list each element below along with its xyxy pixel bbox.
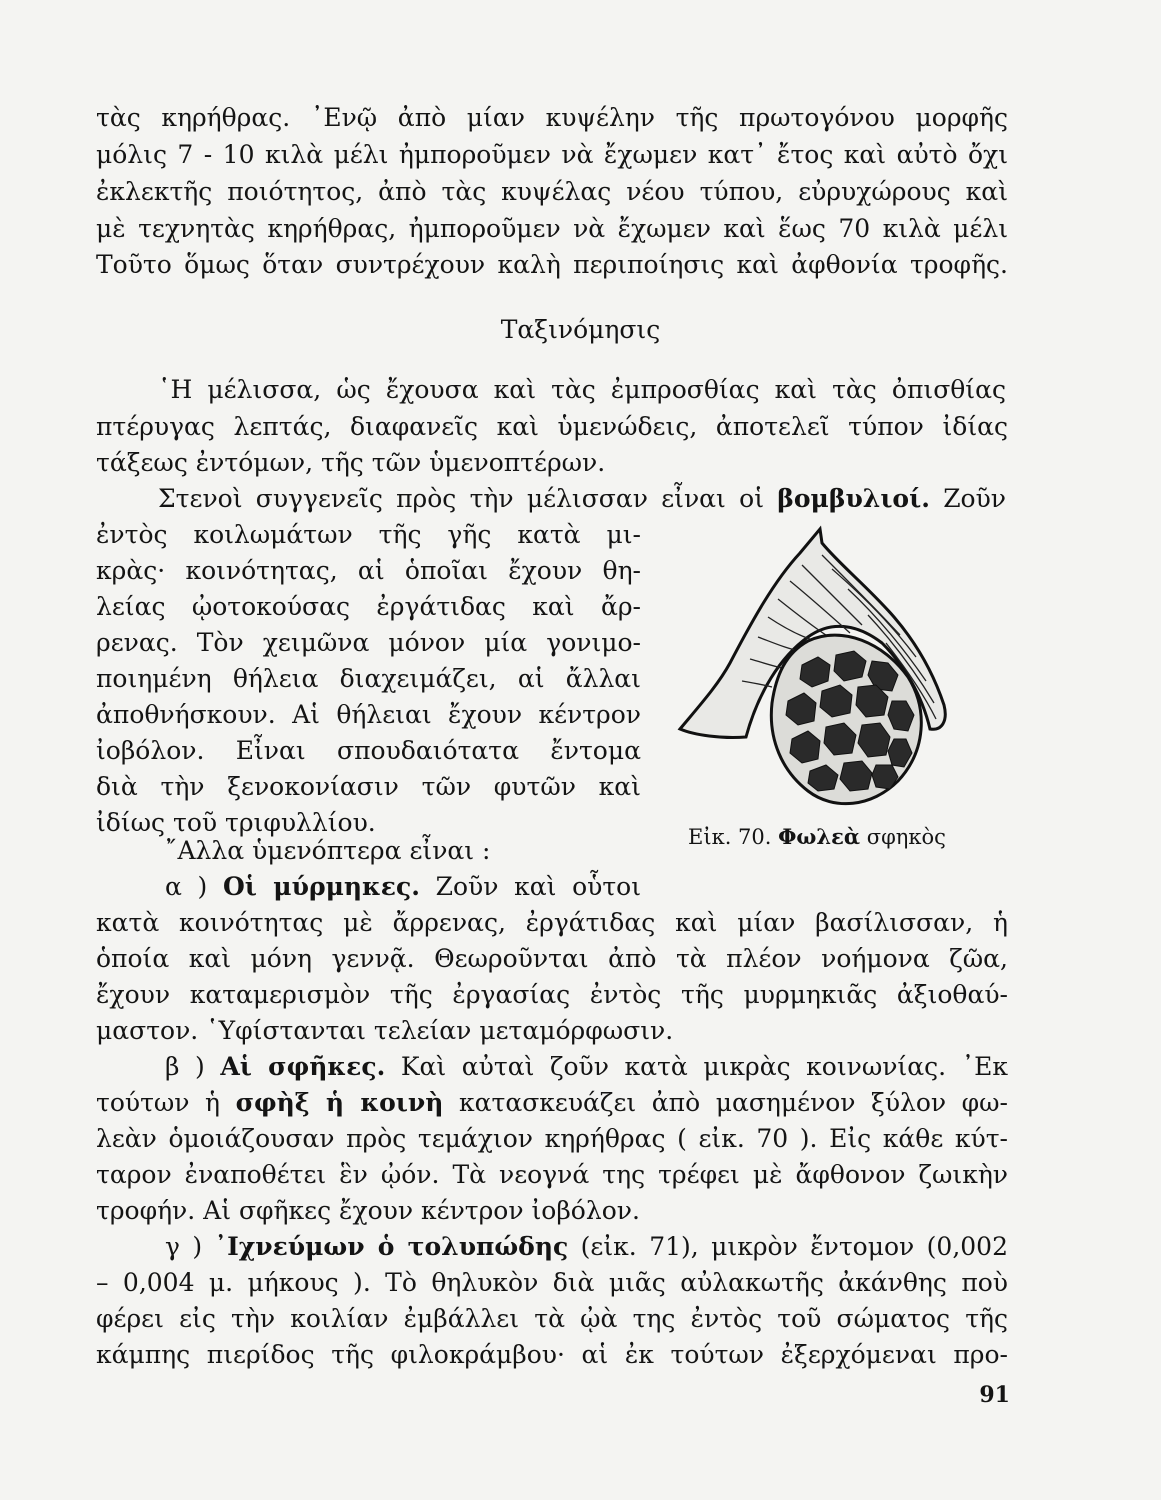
- page-number: 91: [979, 1382, 1010, 1408]
- section-heading: Ταξινόμησις: [500, 315, 661, 344]
- text-line: ἰοβόλον. Εἶναι σπουδαιότατα ἔντομα: [96, 736, 641, 765]
- text-line: τροφήν. Αἱ σφῆκες ἔχουν κέντρον ἰοβόλον.: [96, 1196, 640, 1225]
- text-line: φέρει εἰς τὴν κοιλίαν ἐμβάλλει τὰ ᾠὰ της ἐντὸς τοῦ σώματος τῆς: [96, 1304, 1008, 1333]
- text-span: Στενοὶ συγγενεῖς πρὸς τὴν μέλισσαν εἶναι οἱ: [158, 484, 778, 513]
- text-line: κάμπης πιερίδος τῆς φιλοκράμβου· αἱ ἐκ τούτων ἐξερχόμεναι προ-: [96, 1340, 1008, 1369]
- text-line: ποιημένη θήλεια διαχειμάζει, αἱ ἄλλαι: [96, 664, 641, 693]
- list-label: β ): [165, 1052, 205, 1081]
- text-line: ὁποία καὶ μόνη γεννᾷ. Θεωροῦνται ἀπὸ τὰ πλέον νοήμονα ζῶα,: [96, 944, 1008, 973]
- text-line: ἐκλεκτῆς ποιότητος, ἀπὸ τὰς κυψέλας νέου τύπου, εὐρυχώρους καὶ: [96, 177, 1008, 206]
- text-line: – 0,004 μ. μήκους ). Τὸ θηλυκὸν διὰ μιᾶς αὐλακωτῆς ἀκάνθης ποὺ: [96, 1268, 1008, 1297]
- term-bold: ᾿Ιχνεύμων ὁ τολυπώδης: [214, 1232, 569, 1261]
- text-line: πτέρυγας λεπτάς, διαφανεῖς καὶ ὑμενώδεις, ἀποτελεῖ τύπον ἰδίας: [96, 412, 1008, 441]
- text-line: λεὰν ὁμοιάζουσαν πρὸς τεμάχιον κηρήθρας ( εἰκ. 70 ). Εἰς κάθε κύτ-: [96, 1124, 1008, 1153]
- text-span: Ζοῦν: [929, 484, 1007, 513]
- wasp-nest-drawing: [672, 525, 972, 815]
- term-bold: βομβυλιοί.: [777, 484, 930, 513]
- text-line: τάξεως ἐντόμων, τῆς τῶν ὑμενοπτέρων.: [96, 448, 606, 477]
- text-line: διὰ τὴν ξενοκονίασιν τῶν φυτῶν καὶ: [96, 772, 641, 801]
- wasp-nest-illustration: [672, 525, 972, 815]
- term-bold: Αἱ σφῆκες.: [220, 1052, 386, 1081]
- text-line: [158, 481, 1006, 517]
- text-line: ἐντὸς κοιλωμάτων τῆς γῆς κατὰ μι-: [96, 520, 641, 549]
- text-span: Ζοῦν καὶ οὗτοι: [419, 872, 642, 901]
- text-line: ἰδίως τοῦ τριφυλλίου.: [96, 808, 376, 837]
- figure-caption: [688, 822, 968, 852]
- text-line: Τοῦτο ὅμως ὅταν συντρέχουν καλὴ περιποίησις καὶ ἀφθονία τροφῆς.: [96, 250, 1008, 279]
- caption-prefix: Εἰκ. 70.: [688, 825, 772, 849]
- text-line: ἔχουν καταμερισμὸν τῆς ἐργασίας ἐντὸς τῆς μυρμηκιᾶς ἀξιοθαύ-: [96, 980, 1008, 1009]
- text-span: τούτων ἡ: [96, 1088, 236, 1117]
- term-bold: Οἱ μύρμηκες.: [223, 872, 420, 901]
- text-line: ἀποθνήσκουν. Αἱ θήλειαι ἔχουν κέντρον: [96, 700, 641, 729]
- list-label: α ): [165, 872, 208, 901]
- text-line: τὰς κηρήθρας. ᾿Ενῷ ἀπὸ μίαν κυψέλην τῆς πρωτογόνου μορφῆς: [96, 103, 1008, 132]
- term-bold: σφὴξ ἡ κοινὴ: [235, 1088, 444, 1117]
- text-line: [165, 869, 641, 905]
- text-span: (εἰκ. 71), μικρὸν ἔντομον (0,002: [568, 1232, 1008, 1261]
- text-line: [96, 1085, 1008, 1121]
- text-line: [165, 1229, 1008, 1265]
- text-line: ταρον ἐναποθέτει ἓν ᾠόν. Τὰ νεογνά της τρέφει μὲ ἄφθονον ζωικὴν: [96, 1160, 1008, 1189]
- text-line: ῾Η μέλισσα, ὡς ἔχουσα καὶ τὰς ἐμπροσθίας καὶ τὰς ὀπισθίας: [158, 375, 1006, 404]
- caption-rest: σφηκὸς: [866, 825, 946, 849]
- text-line: κατὰ κοινότητας μὲ ἄρρενας, ἐργάτιδας καὶ μίαν βασίλισσαν, ἡ: [96, 908, 1008, 937]
- text-line: ῎Αλλα ὑμενόπτερα εἶναι :: [165, 836, 491, 865]
- text-span: κατασκευάζει ἀπὸ μασημένον ξύλον φω-: [443, 1088, 1009, 1117]
- text-line: μὲ τεχνητὰς κηρήθρας, ἠμποροῦμεν νὰ ἔχωμεν καὶ ἕως 70 κιλὰ μέλι: [96, 214, 1008, 243]
- text-line: λείας ᾠοτοκούσας ἐργάτιδας καὶ ἄρ-: [96, 592, 641, 621]
- text-line: μόλις 7 - 10 κιλὰ μέλι ἠμποροῦμεν νὰ ἔχωμεν κατ᾿ ἔτος καὶ αὐτὸ ὄχι: [96, 140, 1008, 169]
- text-line: κρὰς· κοινότητας, αἱ ὁποῖαι ἔχουν θη-: [96, 556, 641, 585]
- text-line: [165, 1049, 1008, 1085]
- list-label: γ ): [165, 1232, 203, 1261]
- caption-bold: Φωλεὰ: [778, 824, 861, 849]
- text-line: μαστον. ῾Υφίστανται τελείαν μεταμόρφωσιν.: [96, 1016, 674, 1045]
- text-line: ρενας. Τὸν χειμῶνα μόνον μία γονιμο-: [96, 628, 641, 657]
- text-span: Καὶ αὐταὶ ζοῦν κατὰ μικρὰς κοινωνίας. ᾿Εκ: [385, 1052, 1008, 1081]
